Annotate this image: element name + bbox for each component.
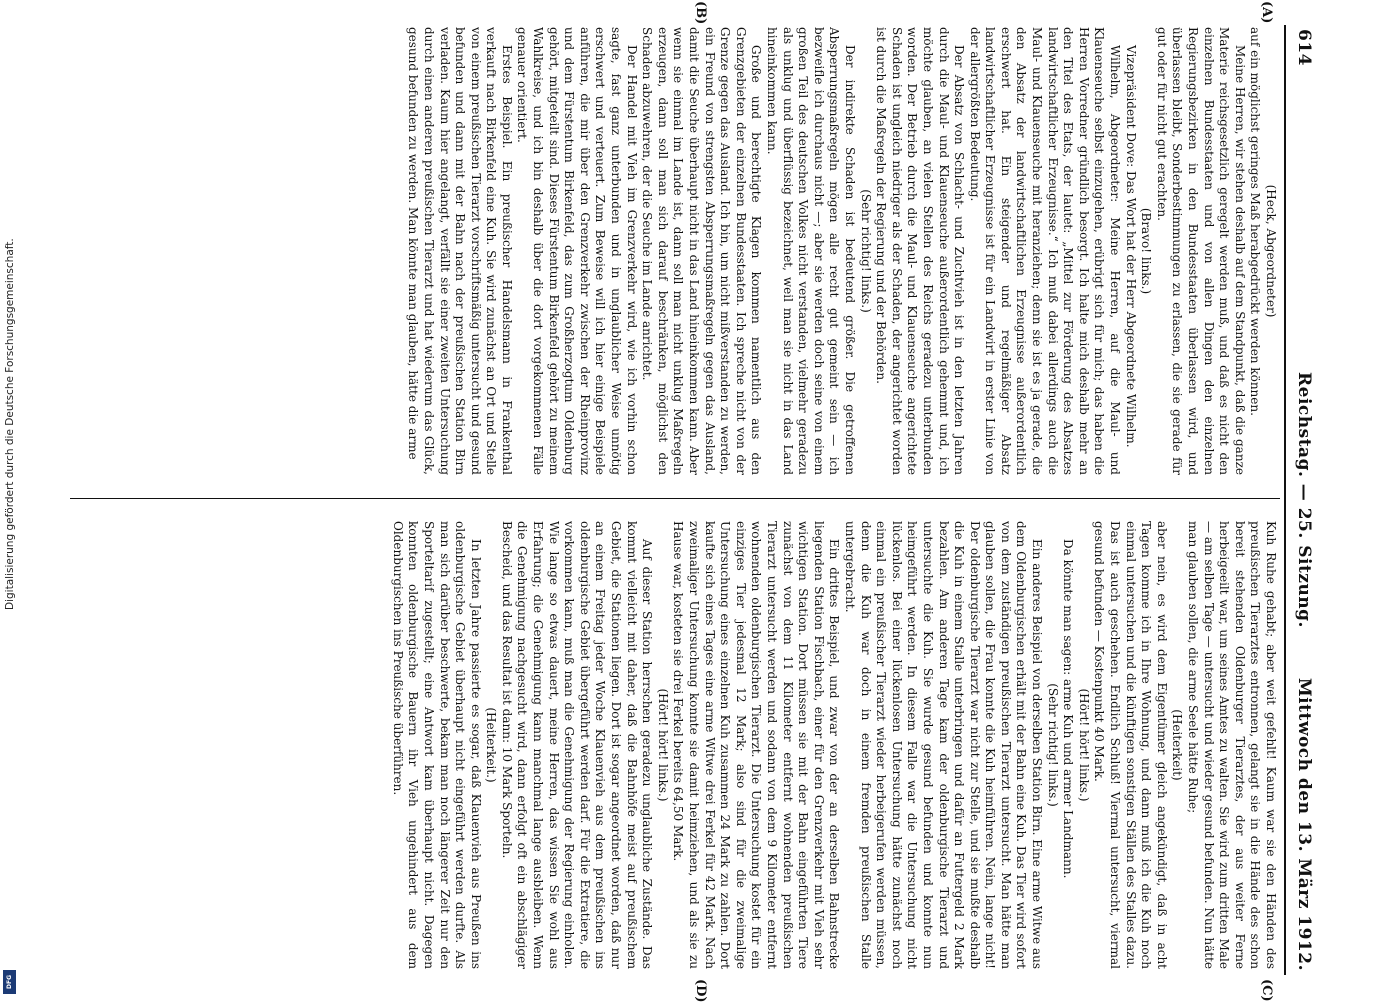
running-header <box>1284 25 1320 975</box>
interjection: (Sehr richtig! links.) <box>1045 683 1060 807</box>
column-divider <box>70 498 1280 499</box>
paragraph: Kuh Ruhe gehabt; aber weit gefehlt! Kaum war sie den Händen des preußischen Tierarztes entronnen, gelangt sie in die Hände des schon bereit stehenden Oldenburger Tierarztes, der aus weiter Ferne herbeigeeilt war, um seines Amtes zu walten. Sie wird zum dritten Male — am selben Tage — untersucht und wieder gesund befunden. Nun hätte man glauben sollen, die arme Seele hätte Ruhe; <box>1186 521 1278 969</box>
document-page <box>55 1 1320 1003</box>
paragraph: Meine Herren, wir stehen deshalb auf dem Standpunkt, daß die ganze Materie reichsgesetzlich geregelt werden muß, und daß es nicht den einzelnen Bundesstaaten und von allen Dingen den einzelnen Regierungsbezirken in den Bundesstaaten überlassen wird, und überlassen bleibt, Sonderbestimmungen zu erlassen, die sie gerade für gut oder für nicht gut erachten. <box>1154 27 1247 475</box>
paragraph: Auf dieser Station herrschen geradezu unglaubliche Zustände. Das kommt vielleicht mit daher, daß die Bahnhöfe meist auf preußischem Gebiet, die Stationen liegen. Dort ist sogar angeordnet worden, daß nur an einem Freitag jeder Woche Klauenvieh aus dem preußischen ins oldenburgische Gebiet übergeführt werden darf. Für die Extratiere, die vorkommen kann, muß man die Genehmigung der Regierung einholen. Wie lange so etwas dauert, meine Herren, das wissen Sie wohl aus Erfahrung; die Genehmigung kann manchmal lange ausbleiben. Wenn die Genehmigung nachgesucht wird, dann erfolgt oft ein abschlägiger Bescheid, und das Resultat ist dann: 10 Mark Sporteln. <box>499 521 655 969</box>
digitization-credit: Digitalisierung gefördert durch die Deutsche Forschungsgemeinschaft. <box>4 238 16 610</box>
interjection: (Hört! hört! links.) <box>655 688 670 802</box>
paragraph: Ein drittes Beispiel, und zwar von der an derselben Bahnstrecke liegenden Station Fischbach, einer für den Grenzverkehr mit Vieh sehr wichtigen Station. Dort müssen sie mit der Bahn eingeführten Tiere zunächst von dem 11 Kilometer entfernt wohnenden preußischen Tierarzt untersucht werden und sodann von dem 9 Kilometer entfernt wohnenden oldenburgischen Tierarzt. Die Untersuchung kostet für ein einziges Tier jedesmal 12 Mark; also sind für die zweimalige Untersuchung eines einzelnen Kuh zusammen 24 Mark zu zahlen. Dort kaufte sich eines Tages eine arme Witwe drei Ferkel für 42 Mark. Nach zweimaliger Untersuchung konnte sie damit heimziehen, und als sie zu Hause war, kosteten sie drei Ferkel bereits 64,50 Mark. <box>671 521 842 969</box>
page-title: Reichstag. — 25. Sitzung. <box>1294 372 1314 628</box>
session-date: Mittwoch den 13. März 1912. <box>1294 677 1314 971</box>
paragraph: Vizepräsident Dove: Das Wort hat der Herr Abgeordnete Wilhelm. <box>1123 45 1138 448</box>
paragraph: Ein anderes Beispiel von derselben Station Birn. Eine arme Witwe aus dem Oldenburgischen erhält mit der Bahn eine Kuh. Das Tier wird sofort von dem zuständigen preußischen Tierarzt untersucht. Man hätte man glauben sollen, die Frau konnte die Kuh heimführen. Nein, lange nicht! Der oldenburgische Tierarzt war nicht zur Stelle, und sie mußte deshalb die Kuh in einem Stalle unterbringen und dafür an Futtergeld 2 Mark bezahlen. Am anderen Tage kam der oldenburgische Tierarzt und untersuchte die Kuh. Sie wurde gesund befunden und konnte nun heimgeführt werden. In diesem Falle war die Untersuchung nicht lückenlos. Bei einer lückenlosen Untersuchung hätte zunächst noch einmal ein preußischer Tierarzt wieder herbeigerufen werden müssen, denn die Kuh war doch in einem fremden preußischen Stalle untergebracht. <box>842 521 1045 969</box>
paragraph: Der indirekte Schaden ist bedeutend größer. Die getroffenen Absperrungsmaßregeln mögen alle recht gut gemeint sein — ich bezweifle ich durchaus nicht —; aber sie werden doch seine von einem großen Teil des deutschen Volkes nicht verstanden, vielmehr geradezu als unklug und überflüssig bezeichnet, weil man sie nicht in das Land hineinkommen kann. <box>765 27 857 475</box>
interjection: (Heiterkeit.) <box>484 707 499 783</box>
interjection: (Hört! hört! links.) <box>1076 688 1091 802</box>
paragraph: Wilhelm, Abgeordneter: Meine Herren, auf die Maul- und Klauenseuche selbst einzugehen, erübrigt sich für mich; das haben die Herren Vorredner gründlich besorgt. Ich halte mich deshalb mehr an den Titel des Etats, der lautet: „Mittel zur Förderung des Absatzes landwirtschaftlicher Erzeugnisse.“ Ich muß dabei allerdings auch die Maul- und Klauenseuche mit heranziehen; denn sie ist es ja gerade, die den Absatz der landwirtschaftlichen Erzeugnisse außerordentlich erschwert hat. Ein steigender und regelmäßiger Absatz landwirtschaftlicher Erzeugnisse ist für ein Landwirt in erster Linie von der allergrößten Bedeutung. <box>967 27 1123 475</box>
left-column <box>63 27 1278 475</box>
paragraph: Große und berechtigte Klagen kommen namentlich aus den Grenzgebieten der einzelnen Bundesstaaten. Ich spreche nicht von der Grenze gegen das Ausland. Ich bin, um nicht mißverstanden zu werden, ein Freund von strengsten Absperrungsmaßregeln gegen das Ausland, damit die Seuche überhaupt nicht in das Land hineinkommen kann. Aber wenn sie einmal im Lande ist, dann soll man nicht unklug Maßregeln erzeugen, dann soll man sich darauf beschränken, möglichst den Schaden abzuwehren, der die Seuche im Lande anrichtet. <box>640 27 764 475</box>
margin-mark-a: (A) <box>1259 1 1274 24</box>
margin-mark-c: (C) <box>1259 979 1274 1002</box>
paragraph: aber nein, es wird dem Eigentümer gleich angekündigt, daß in acht Tagen komme ich in Ihre Wohnung, und dann muß ich die Kuh noch einmal untersuchen und die künftigen sonstigen Ställen des Stalles dazu. Das ist auch geschehen. Endlich Schluß! Viermal untersucht, viermal gesund befunden — Kostenpunkt 40 Mark. <box>1092 521 1169 969</box>
interjection: (Sehr richtig! links.) <box>858 189 873 313</box>
interjection: (Bravo! links.) <box>1139 207 1154 295</box>
paragraph: Da könnte man sagen: arme Kuh und armer Landmann. <box>1061 539 1076 879</box>
paragraph: auf ein möglichst geringes Maß herabgedrückt werden können. <box>1248 27 1263 416</box>
interjection: (Heiterkeit) <box>1170 709 1185 781</box>
paragraph: In letzten Jahre passierte es sogar, daß Klauenvieh aus Preußen ins oldenburgische Gebiet überhaupt nicht eingeführt werden durfte. Als man sich darüber beschwerte, bekam man noch längerer Zeit nur den Sporteltarif zugestellt; eine Antwort kam überhaupt nicht. Dagegen konnten oldenburgische Bauern ihr Vieh ungehindert aus dem Oldenburgischen ins Preußische überführen. <box>390 521 483 969</box>
page-number: 614 <box>1294 29 1314 66</box>
paragraph: Der Handel mit Vieh im Grenzverkehr wird, wie ich vorhin schon sagte, fast ganz unterbunden und in unglaublicher Weise unnötig erschwert und verteuert. Zum Beweise will ich hier einige Beispiele anführen, die mir über den Grenzverkehr zwischen der Rheinprovinz und dem Fürstentum Birkenfeld, das zum Großherzogtum Oldenburg gehört, mitgeteilt sind. Dieses Fürstentum Birkenfeld gehört zu meinem Wahlkreise, und ich bin deshalb über die dort vorgekommenen Fälle genauer orientiert. <box>515 27 639 475</box>
paragraph: Der Absatz von Schlacht- und Zuchtvieh ist in den letzten Jahren durch die Maul- und Klauenseuche außerordentlich gehemmt und, ich möchte glauben, an vielen Stellen des Reichs geradezu unterbunden worden. Der Betrieb durch die Maul- und Klauenseuche angerichtete Schaden ist ungleich niedriger als der Schaden, der angerichtet worden ist durch die Maßregeln der Regierung und der Behörden. <box>874 27 967 475</box>
speaker-note: (Heck, Abgeordneter) <box>1264 184 1278 318</box>
dfg-logo: DFG <box>3 970 16 994</box>
margin-mark-d: (D) <box>693 979 708 1003</box>
right-column <box>63 521 1278 969</box>
margin-mark-b: (B) <box>693 1 708 25</box>
paragraph: Erstes Beispiel. Ein preußischer Handelsmann in Frankenthal verkauft nach Birkenfeld eine Kuh. Sie wird zunächst an Ort und Stelle von einem preußischen Tierarzt vorschriftsmäßig untersucht und gesund befunden und dann mit der Bahn nach der preußischen Station Birn verladen. Kaum hier angelangt, verfällt sie einer zweiten Untersuchung durch einen anderen preußischen Tierarzt und hat wiederum das Glück, gesund befunden zu werden. Man könnte man glauben, hätte die arme <box>406 27 514 475</box>
